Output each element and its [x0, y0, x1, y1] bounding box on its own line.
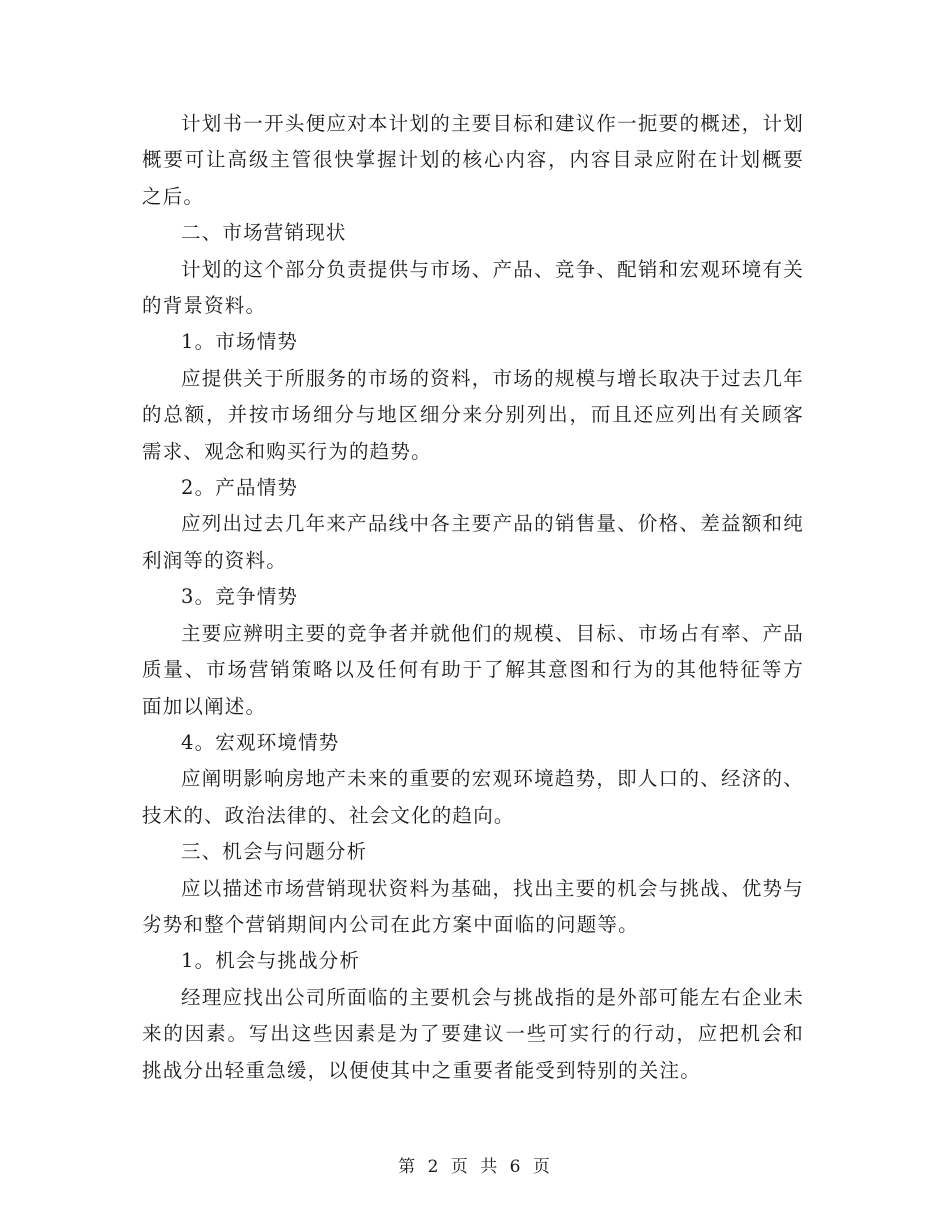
paragraph-opportunity-challenge: 经理应找出公司所面临的主要机会与挑战指的是外部可能左右企业未来的因素。写出这些因素是为了要建议一些可实行的行动，应把机会和挑战分出轻重急缓，以便使其中之重要者能受到特别的关注。 — [142, 985, 804, 1082]
subheading-product-situation: 2。产品情势 — [181, 476, 299, 500]
paragraph-market-status: 计划的这个部分负责提供与市场、产品、竞争、配销和宏观环境有关的背景资料。 — [142, 257, 804, 318]
page-number-footer: 第 2 页 共 6 页 — [398, 1157, 552, 1177]
subheading-opportunity-challenge: 1。机会与挑战分析 — [181, 949, 361, 973]
paragraph-opportunity-analysis: 应以描述市场营销现状资料为基础，找出主要的机会与挑战、优势与劣势和整个营销期间内公司在此方案中面临的问题等。 — [142, 876, 804, 936]
subheading-competition-situation: 3。竞争情势 — [181, 585, 299, 609]
paragraph-competition-situation: 主要应辨明主要的竞争者并就他们的规模、目标、市场占有率、产品质量、市场营销策略以及任何有助于了解其意图和行为的其他特征等方面加以阐述。 — [142, 621, 804, 718]
section-heading-market-status: 二、市场营销现状 — [181, 221, 347, 245]
subheading-macro-environment: 4。宏观环境情势 — [181, 730, 340, 754]
subheading-market-situation: 1。市场情势 — [181, 330, 299, 354]
paragraph-macro-environment: 应阐明影响房地产未来的重要的宏观环境趋势，即人口的、经济的、技术的、政治法律的、社会文化的趋向。 — [142, 767, 804, 827]
document-body — [142, 106, 804, 1089]
paragraph-market-situation: 应提供关于所服务的市场的资料，市场的规模与增长取决于过去几年的总额，并按市场细分与地区细分来分别列出，而且还应列出有关顾客需求、观念和购买行为的趋势。 — [142, 366, 804, 463]
section-heading-opportunity-analysis: 三、机会与问题分析 — [181, 840, 368, 864]
paragraph-intro: 计划书一开头便应对本计划的主要目标和建议作一扼要的概述，计划概要可让高级主管很快掌握计划的核心内容，内容目录应附在计划概要之后。 — [142, 112, 804, 208]
paragraph-product-situation: 应列出过去几年来产品线中各主要产品的销售量、价格、差益额和纯利润等的资料。 — [142, 512, 804, 572]
